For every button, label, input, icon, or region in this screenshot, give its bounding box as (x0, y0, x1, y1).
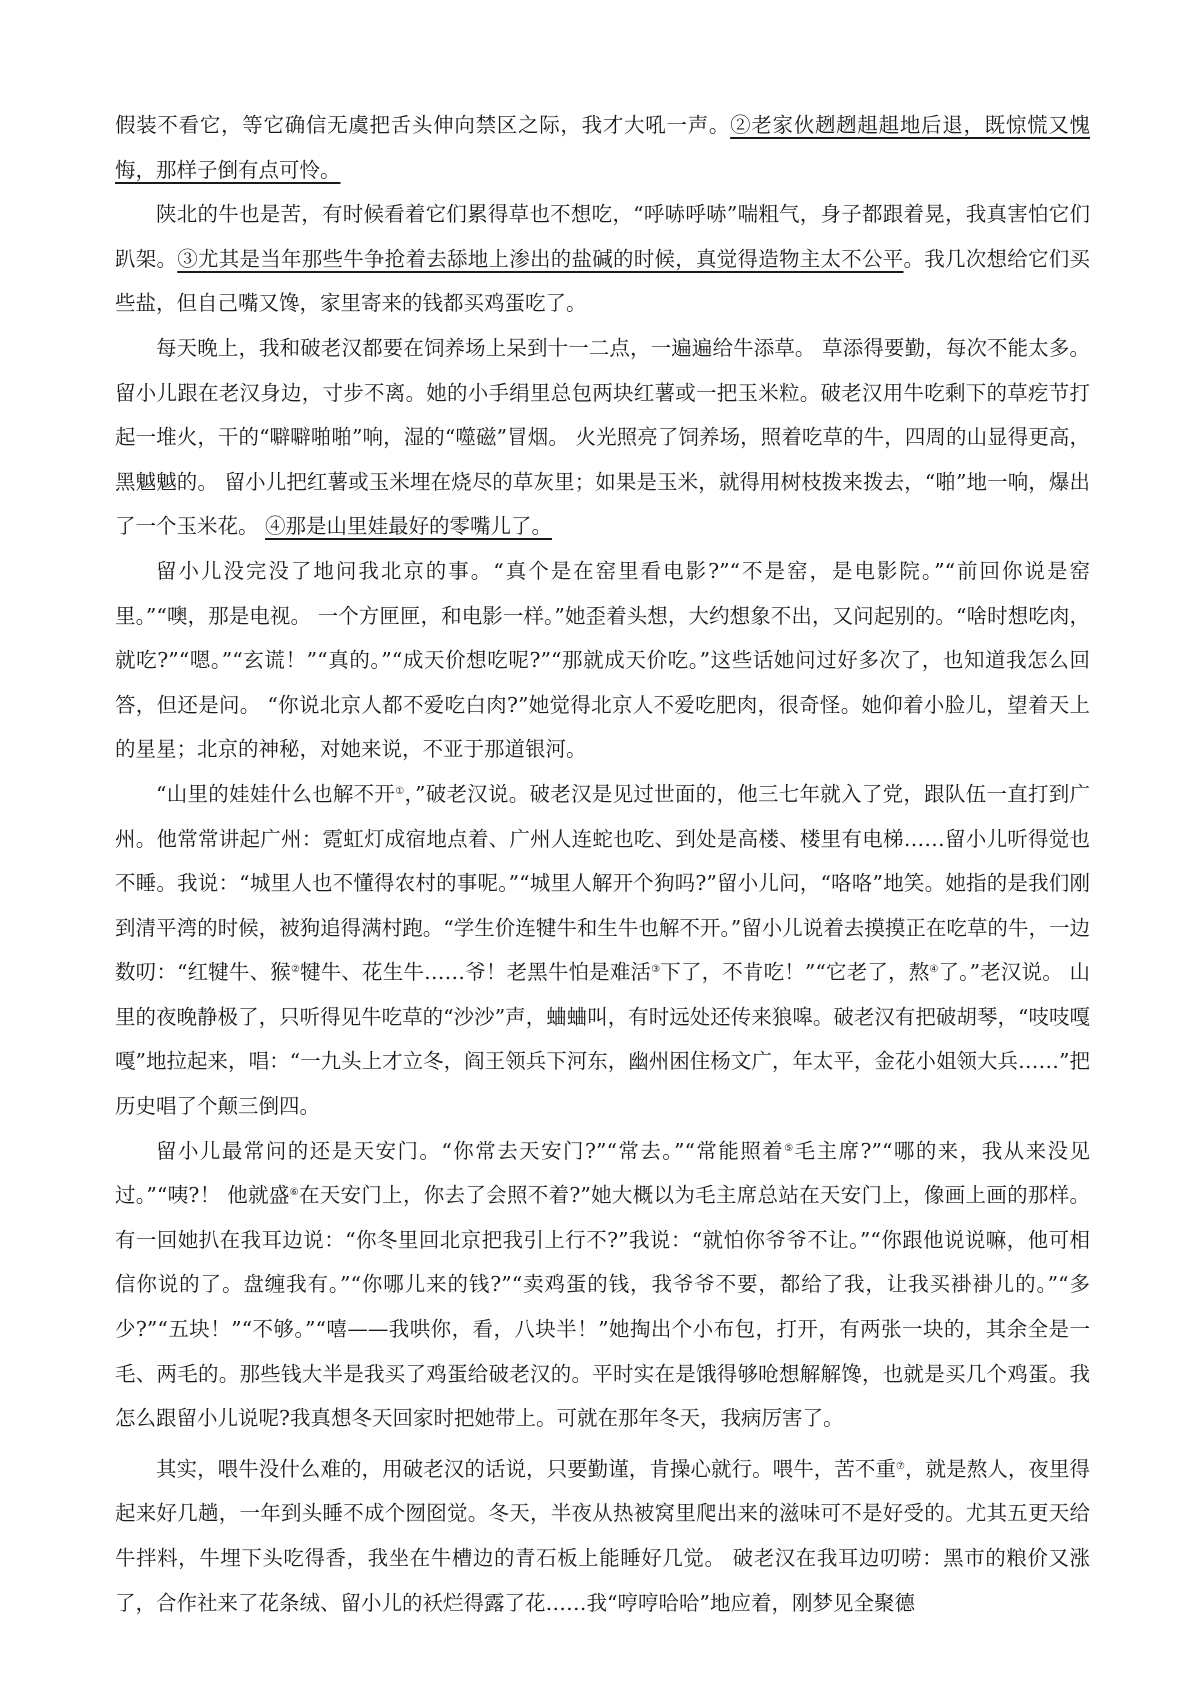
footnote-marker: ④ (929, 964, 939, 976)
footnote-marker: ⑦ (896, 1460, 906, 1472)
text-run: 留小儿没完没了地问我北京的事。“真个是在窑里看电影?”“不是窑，是电影院。”“前回你说是窑里。”“噢，那是电视。 一个方匣匣，和电影一样。”她歪着头想，大约想象不出，又问起别的。“啥时想吃肉，就吃?”“嗯。”“玄谎！”“真的。”“成天价想吃呢?”“那就成天价吃。”这些话她问过好多次了，也知道我怎么回答，但还是问。 “你说北京人都不爱吃白肉?”她觉得北京人不爱吃肥肉，很奇怪。她仰着小脸儿，望着天上的星星；北京的神秘，对她来说，不亚于那道银河。 (115, 558, 1090, 762)
footnote-marker: ① (395, 785, 405, 797)
text-run: 了。”老汉说。 山里的夜晚静极了，只听得见牛吃草的“沙沙”声，蛐蛐叫，有时远处还传来狼嗥。破老汉有把破胡琴，“吱吱嘎嘎”地拉起来，唱：“一九头上才立冬，阎王领兵下河东，幽州困住杨文广，年太平，金花小姐领大兵……”把历史唱了个颠三倒四。 (115, 960, 1091, 1119)
footnote-marker: ⑥ (289, 1187, 299, 1199)
text-run: 每天晚上，我和破老汉都要在饲养场上呆到十一二点，一遍遍给牛添草。 草添得要勤，每次不能太多。留小儿跟在老汉身边，寸步不离。她的小手绢里总包两块红薯或一把玉米粒。破老汉用牛吃剩下的草疙节打起一堆火，干的“噼噼啪啪”响，湿的“噬磁”冒烟。 火光照亮了饲养场，照着吃草的牛，四周的山显得更高，黑魆魆的。 留小儿把红薯或玉米埋在烧尽的草灰里；如果是玉米，就得用树枝拨来拨去，“啪”地一响，爆出了一个玉米花。 (115, 335, 1090, 539)
underlined-sentence-2: ②老家伙趔趔趄趄地后退，既惊慌又愧悔，那样子倒有点可怜。 (115, 113, 1091, 182)
underlined-sentence-3: ③尤其是当年那些牛争抢着去舔地上渗出的盐碱的时候，真觉得造物主太不公平 (177, 246, 904, 271)
text-run: 。我几次想给它们买些盐，但自己嘴又馋，家里寄来的钱都买鸡蛋吃了。 (115, 246, 1090, 316)
footnote-marker: ③ (651, 964, 661, 976)
paragraph (115, 772, 1090, 1129)
underlined-sentence-4: ④那是山里娃最好的零嘴儿了。 (265, 514, 553, 539)
footnote-marker: ② (290, 964, 301, 976)
essay-body (115, 103, 1090, 1625)
footnote-marker: ⑤ (784, 1142, 795, 1154)
text-run: “山里的娃娃什么也解不开 (156, 781, 396, 806)
text-run: 下了，不肯吃！”“它老了，熬 (660, 960, 930, 985)
paragraph (115, 192, 1090, 326)
text-run: 陕北的牛也是苦，有时候看着它们累得草也不想吃，“呼哧呼哧”喘粗气，身子都跟着晃，我真害怕它们趴架。 (115, 202, 1090, 271)
paragraph (115, 1129, 1090, 1441)
paragraph (115, 326, 1090, 549)
text-run: 留小儿最常问的还是天安门。“你常去天安门?”“常去。”“常能照着 (156, 1138, 785, 1163)
text-run: ，”破老汉说。破老汉是见过世面的，他三七年就入了党，跟队伍一直打到广州。他常常讲起广州：霓虹灯成宿地点着、广州人连蛇也吃、到处是高楼、楼里有电梯……留小儿听得觉也不睡。我说：“城里人也不懂得农村的事呢。”“城里人解开个狗吗?”留小儿问，“咯咯”地笑。她指的是我们刚到清平湾的时候，被狗追得满村跑。“学生价连犍牛和生牛也解不开。”留小儿说着去摸摸正在吃草的牛，一边数叨：“红犍牛、猴 (115, 781, 1090, 985)
paragraph (115, 549, 1090, 772)
paragraph (115, 1447, 1090, 1625)
paragraph (115, 103, 1090, 192)
text-run: 在天安门上，你去了会照不着?”她大概以为毛主席总站在天安门上，像画上画的那样。有一回她扒在我耳边说：“你冬里回北京把我引上行不?”我说：“就怕你爷爷不让。”“你跟他说说嘛，他可相信你说的了。盘缠我有。”“你哪儿来的钱?”“卖鸡蛋的钱，我爷爷不要，都给了我，让我买褂褂儿的。”“多少?”“五块！”“不够。”“嘻——我哄你，看，八块半！”她掏出个小布包，打开，有两张一块的，其余全是一毛、两毛的。那些钱大半是我买了鸡蛋给破老汉的。平时实在是饿得够呛想解解馋，也就是买几个鸡蛋。我怎么跟留小儿说呢?我真想冬天回家时把她带上。可就在那年冬天，我病厉害了。 (115, 1183, 1091, 1431)
text-run: 犍牛、花生牛……爷！老黑牛怕是难活 (300, 960, 652, 985)
text-run: 假装不看它，等它确信无虞把舌头伸向禁区之际，我才大吼一声。 (115, 113, 731, 137)
text-run: 毛主席?”“哪的来，我从来没见过。”“咦?！ 他就盛 (115, 1138, 1091, 1208)
text-run: 其实，喂牛没什么难的，用破老汉的话说，只要勤谨，肯操心就行。喂牛，苦不重 (156, 1456, 897, 1481)
text-run: ，就是熬人，夜里得起来好几趟，一年到头睡不成个囫囵觉。冬天，半夜从热被窝里爬出来的滋味可不是好受的。尤其五更天给牛拌料，牛埋下头吃得香，我坐在牛槽边的青石板上能睡好几觉。 破老汉在我耳边叨唠：黑市的粮价又涨了，合作社来了花条绒、留小儿的袄烂得露了花……我“哼哼哈哈”地应着，刚梦见全聚德 (115, 1456, 1091, 1615)
